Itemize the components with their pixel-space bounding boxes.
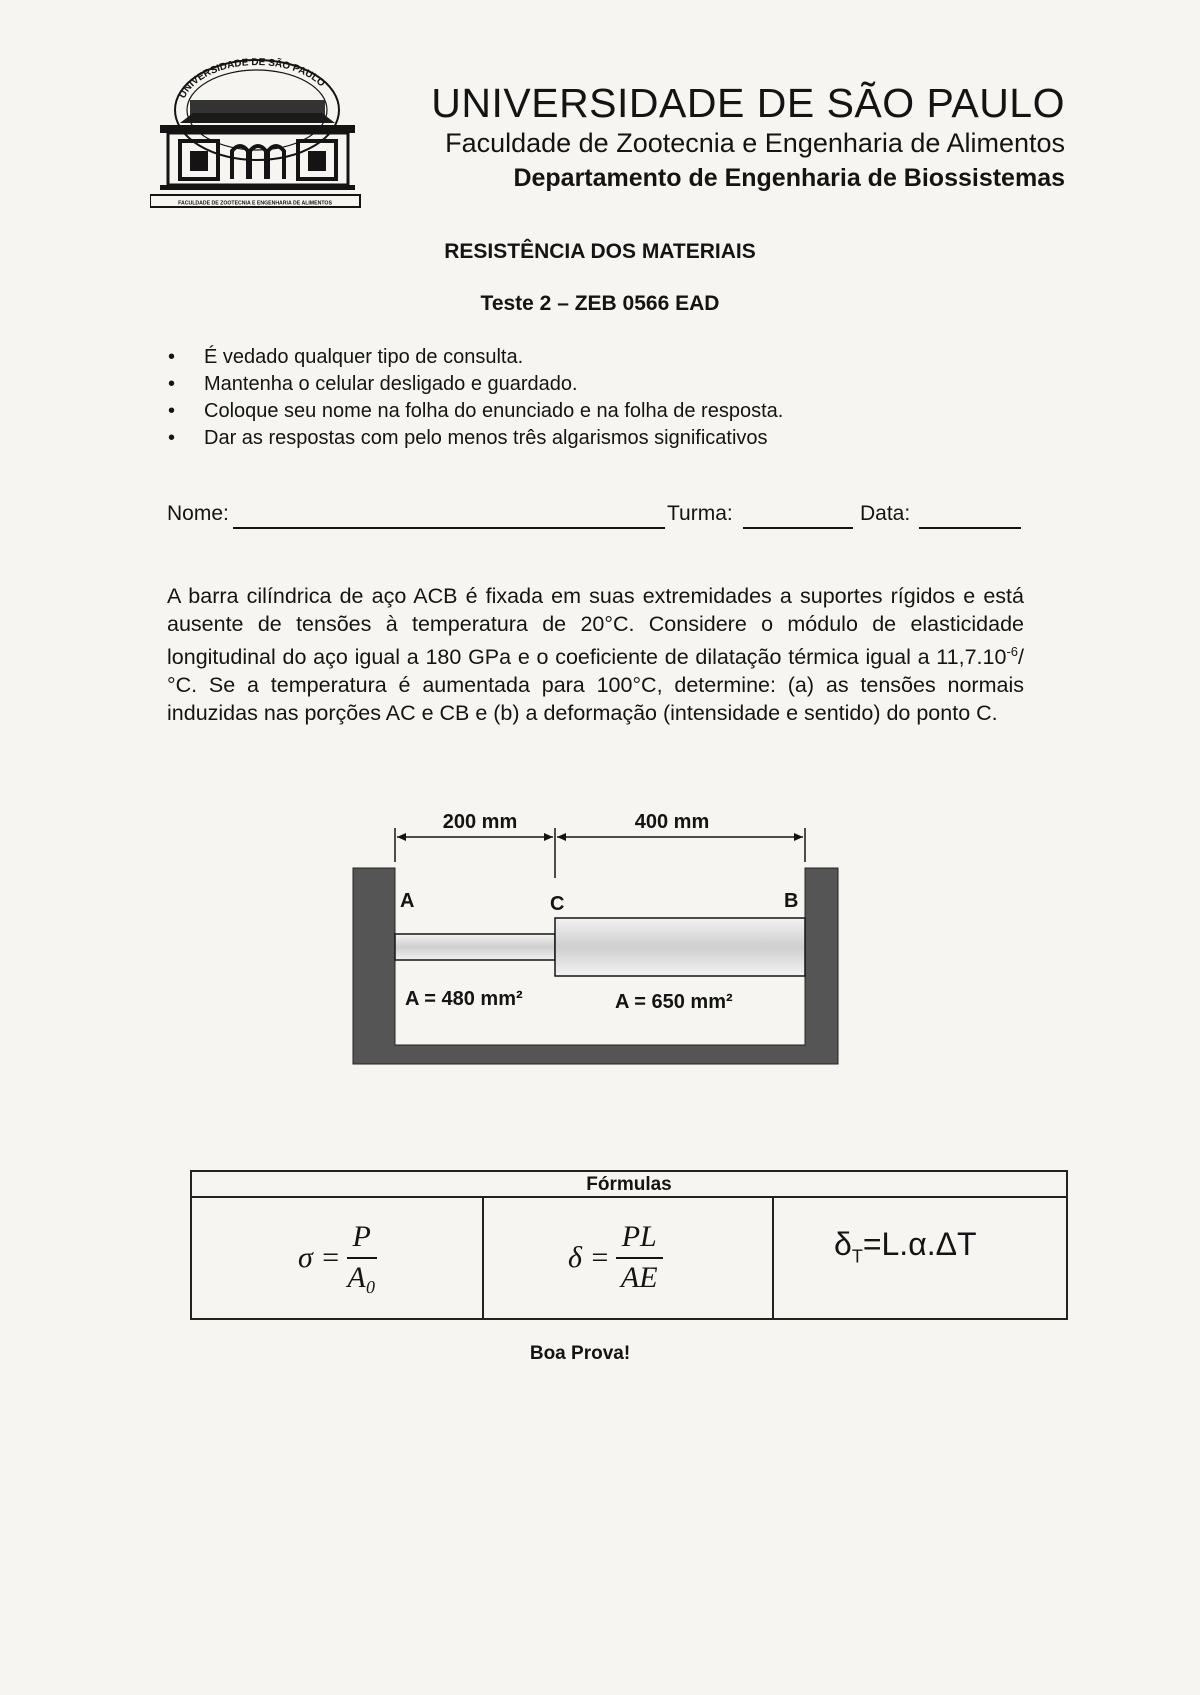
- problem-text-part1: A barra cilíndrica de aço ACB é fixada em suas extremidades a suportes rígidos e está ausente de tensões à temperatura de 20°C. Considere o módulo de elasticidade longitudinal do aço igual a 180 GPa e o coeficiente de dilatação térmica igual a 11,7.10: [167, 584, 1024, 670]
- formula-cell-stress: [192, 1198, 484, 1318]
- formula-deformation-numerator: PL: [616, 1220, 663, 1259]
- point-a-label: A: [400, 890, 415, 912]
- test-title: Teste 2 – ZEB 0566 EAD: [480, 292, 720, 315]
- area-cb-label: A = 650 mm²: [615, 991, 733, 1013]
- date-field[interactable]: [919, 527, 1021, 529]
- formula-deformation-lhs: δ =: [568, 1240, 610, 1274]
- rule-item: • Mantenha o celular desligado e guardado.: [168, 371, 783, 398]
- class-field[interactable]: [743, 527, 853, 529]
- arrow-head: [794, 833, 803, 841]
- university-logo: [150, 55, 365, 210]
- formula-thermal: [834, 1226, 977, 1267]
- class-label: Turma:: [667, 502, 733, 525]
- formula-table-heading: Fórmulas: [192, 1172, 1066, 1198]
- formula-cell-deformation: [484, 1198, 774, 1318]
- formula-thermal-rest: =L.α.ΔT: [862, 1226, 977, 1262]
- area-ac-label: A = 480 mm²: [405, 988, 523, 1010]
- faculty-name: Faculdade de Zootecnia e Engenharia de Alimentos: [445, 128, 1065, 158]
- svg-text:UNIVERSIDADE DE SÃO PAULO: [177, 56, 327, 100]
- point-b-label: B: [784, 890, 799, 912]
- formula-deformation-fraction: [616, 1220, 663, 1295]
- problem-text-part2: /°C. Se a temperatura é aumentada para 100°C, determine: (a) as tensões normais induzidas nas porções AC e CB e (b) a deformação (intensidade e sentido) do ponto C.: [167, 645, 1024, 726]
- arrow-head: [557, 833, 566, 841]
- rule-item: • Dar as respostas com pelo menos três algarismos significativos: [168, 425, 783, 452]
- bar-segment-ac: [395, 934, 555, 960]
- university-name: UNIVERSIDADE DE SÃO PAULO: [431, 80, 1065, 126]
- point-c-label: C: [550, 893, 565, 915]
- rules-list: [168, 344, 783, 452]
- dim-label-left: 200 mm: [442, 811, 518, 833]
- arrow-head: [397, 833, 406, 841]
- formula-stress-fraction: [347, 1220, 377, 1295]
- department-name: Departamento de Engenharia de Biossistemas: [513, 164, 1065, 192]
- formula-stress-denominator: A₀: [347, 1261, 377, 1294]
- formula-deformation-denominator: AE: [620, 1261, 658, 1294]
- formula-cell-thermal: [774, 1198, 1066, 1318]
- formula-thermal-delta: δ: [834, 1226, 852, 1262]
- problem-statement: [167, 582, 1024, 727]
- logo-base-text: FACULDADE DE ZOOTECNIA E ENGENHARIA DE ALIMENTOS: [178, 200, 332, 207]
- date-label: Data:: [860, 502, 911, 525]
- name-field[interactable]: [233, 527, 665, 529]
- dim-label-right: 400 mm: [634, 811, 710, 833]
- student-id-line: [167, 502, 1027, 534]
- closing-message: Boa Prova!: [529, 1343, 631, 1364]
- course-title: RESISTÊNCIA DOS MATERIAIS: [444, 240, 756, 263]
- bar-segment-cb: [555, 918, 805, 976]
- formula-thermal-subscript: T: [851, 1246, 863, 1267]
- name-label: Nome:: [167, 502, 229, 525]
- rule-item: • É vedado qualquer tipo de consulta.: [168, 344, 783, 371]
- logo-arc-text: UNIVERSIDADE DE SÃO PAULO: [177, 56, 327, 101]
- rule-item: • Coloque seu nome na folha do enunciado e na folha de resposta.: [168, 398, 783, 425]
- formula-stress-numerator: P: [347, 1220, 377, 1259]
- formula-stress-lhs: σ =: [298, 1240, 341, 1274]
- arrow-head: [544, 833, 553, 841]
- formula-table: [190, 1170, 1068, 1320]
- bar-diagram: [350, 800, 850, 1070]
- problem-exponent: -6: [1006, 644, 1019, 659]
